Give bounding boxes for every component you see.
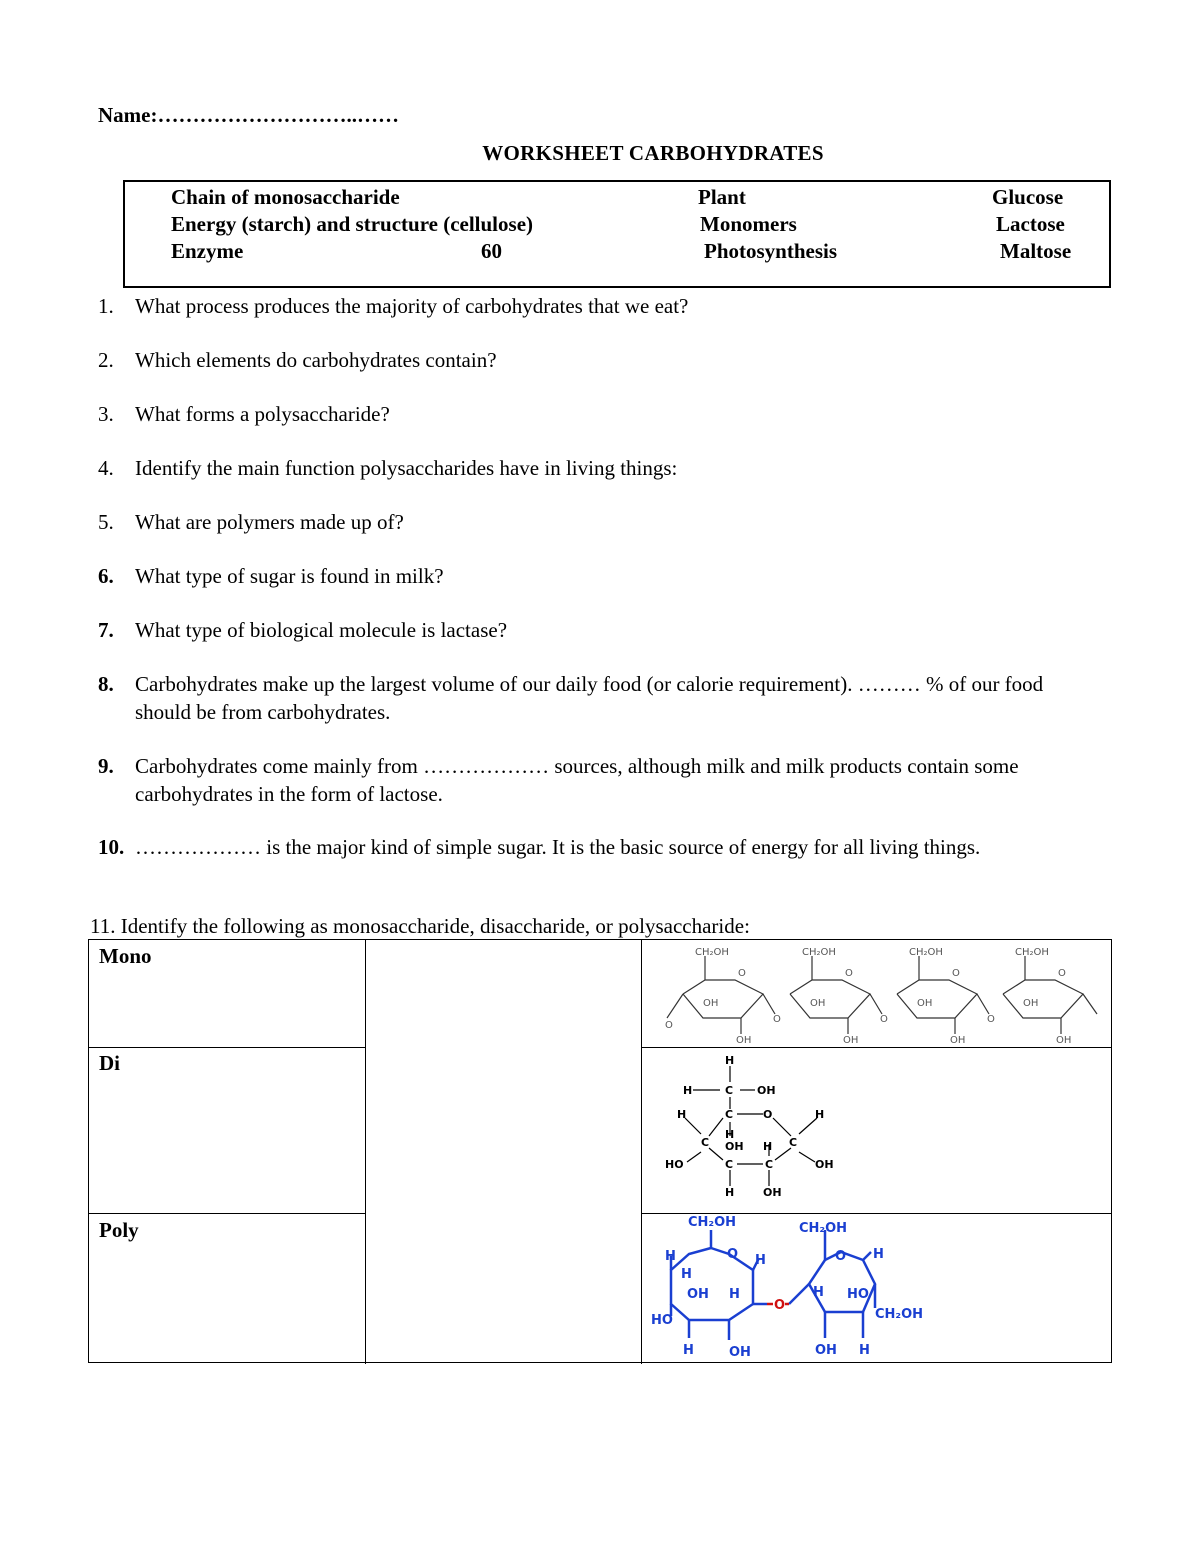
carbon-label: C	[725, 1158, 734, 1171]
question-11: 11. Identify the following as monosaccharide, disaccharide, or polysaccharide:	[90, 914, 750, 938]
question-text: What are polymers made up of?	[135, 510, 404, 534]
glucose-unit	[897, 956, 989, 1034]
hydroxyl-label: OH	[703, 998, 719, 1009]
disaccharide-structure	[643, 1212, 929, 1362]
worksheet-title: WORKSHEET CARBOHYDRATES	[482, 141, 824, 165]
hydrogen-label: H	[873, 1247, 884, 1262]
hydrogen-label: H	[677, 1108, 687, 1121]
hydroxyl-label: OH	[815, 1158, 834, 1171]
question-text: What process produces the majority of carbohydrates that we eat?	[135, 294, 689, 318]
word-bank-item: Photosynthesis	[704, 239, 838, 263]
grid-divider	[89, 1213, 365, 1214]
ch2oh-label: CH₂OH	[909, 947, 943, 958]
hydroxyl-label: OH	[917, 998, 933, 1009]
word-bank-item: Chain of monosaccharide	[171, 185, 400, 209]
hydrogen-label: H	[755, 1253, 766, 1268]
grid-divider	[641, 1047, 1112, 1048]
question-number: 8.	[98, 672, 114, 696]
hydroxyl-label: OH	[687, 1287, 709, 1302]
word-bank-item: Glucose	[992, 185, 1064, 209]
ch2oh-label: CH₂OH	[875, 1307, 924, 1322]
hydroxyl-label: OH	[757, 1084, 776, 1097]
question-text: What forms a polysaccharide?	[135, 402, 390, 426]
hydroxyl-label: OH	[843, 1035, 859, 1046]
word-bank-item: Energy (starch) and structure (cellulose)	[171, 212, 534, 236]
polysaccharide-chain-structure	[645, 942, 1109, 1046]
glucose-unit	[667, 956, 775, 1034]
carbon-label: C	[725, 1084, 734, 1097]
hydrogen-label: H	[813, 1285, 824, 1300]
question-number: 10.	[98, 835, 125, 859]
question-number: 1.	[98, 294, 114, 318]
hydrogen-label: H	[729, 1287, 740, 1302]
hydroxyl-label: OH	[1023, 998, 1039, 1009]
question-number: 3.	[98, 402, 114, 426]
glycosidic-oxygen-label: O	[774, 1298, 786, 1313]
hydroxyl-label: OH	[1056, 1035, 1072, 1046]
glucose-unit	[1003, 956, 1097, 1034]
question-number: 9.	[98, 754, 114, 778]
hydroxyl-label: OH	[736, 1035, 752, 1046]
hydroxyl-label: OH	[815, 1343, 837, 1358]
oxygen-label: O	[835, 1249, 847, 1264]
oxygen-label: O	[987, 1014, 995, 1025]
glucose-unit	[790, 956, 882, 1034]
hydroxyl-label: OH	[950, 1035, 966, 1046]
hydrogen-label: H	[763, 1140, 773, 1153]
question-text: Which elements do carbohydrates contain?	[135, 348, 497, 372]
carbon-label: C	[701, 1136, 710, 1149]
word-bank-item: Lactose	[996, 212, 1065, 236]
question-text: What type of sugar is found in milk?	[135, 564, 444, 588]
hydroxyl-label: OH	[810, 998, 826, 1009]
oxygen-label: O	[952, 968, 960, 979]
hydroxyl-label: OH	[725, 1140, 744, 1153]
word-bank-item: Monomers	[700, 212, 797, 236]
hydroxyl-label: OH	[763, 1186, 782, 1199]
question-text: What type of biological molecule is lactase?	[135, 618, 508, 642]
oxygen-label: O	[727, 1247, 739, 1262]
hydrogen-label: H	[815, 1108, 825, 1121]
name-field-label: Name:………………………..……	[98, 103, 399, 127]
label-mono: Mono	[99, 944, 152, 968]
oxygen-label: O	[738, 968, 746, 979]
oxygen-label: O	[773, 1014, 781, 1025]
hydroxyl-label: HO	[665, 1158, 684, 1171]
label-poly: Poly	[99, 1218, 139, 1242]
question-text: ……………… is the major kind of simple sugar. It is the basic source of energy for all living things.	[135, 835, 981, 859]
hydrogen-label: H	[681, 1267, 692, 1282]
word-bank-item: 60	[481, 239, 502, 263]
word-bank-item: Enzyme	[171, 239, 244, 263]
oxygen-label: O	[665, 1020, 673, 1031]
oxygen-label: O	[763, 1108, 773, 1121]
question-number: 2.	[98, 348, 114, 372]
hydrogen-label: H	[725, 1054, 735, 1067]
hydrogen-label: H	[683, 1084, 693, 1097]
word-bank	[123, 180, 1111, 288]
question-number: 6.	[98, 564, 114, 588]
grid-divider	[89, 1047, 365, 1048]
grid-divider	[365, 940, 366, 1364]
ch2oh-label: CH₂OH	[1015, 947, 1049, 958]
oxygen-label: O	[845, 968, 853, 979]
question-number: 5.	[98, 510, 114, 534]
question-number: 7.	[98, 618, 114, 642]
ch2oh-label: CH₂OH	[688, 1215, 737, 1230]
hydroxyl-label: HO	[651, 1313, 673, 1328]
hydrogen-label: H	[725, 1128, 735, 1141]
hydroxyl-label: HO	[847, 1287, 869, 1302]
ch2oh-label: CH₂OH	[799, 1221, 848, 1236]
word-bank-item: Maltose	[1000, 239, 1072, 263]
ch2oh-label: CH₂OH	[695, 947, 729, 958]
question-text: Carbohydrates come mainly from ……………… sources, although milk and milk products contain some carbohydrates in the form of lactose.	[135, 754, 1019, 806]
carbon-label: C	[765, 1158, 774, 1171]
ch2oh-label: CH₂OH	[802, 947, 836, 958]
label-di: Di	[99, 1051, 120, 1075]
hydroxyl-label: OH	[729, 1345, 751, 1360]
word-bank-item: Plant	[698, 185, 746, 209]
question-text: Carbohydrates make up the largest volume of our daily food (or calorie requirement). ……… % of our food should be from carbohydrates.	[135, 672, 1044, 724]
glucose-structure	[655, 1052, 855, 1202]
grid-divider	[641, 940, 642, 1364]
hydrogen-label: H	[665, 1249, 676, 1264]
carbon-label: C	[789, 1136, 798, 1149]
oxygen-label: O	[880, 1014, 888, 1025]
carbon-label: C	[725, 1108, 734, 1121]
hydrogen-label: H	[859, 1343, 870, 1358]
question-number: 4.	[98, 456, 114, 480]
oxygen-label: O	[1058, 968, 1066, 979]
hydrogen-label: H	[683, 1343, 694, 1358]
hydrogen-label: H	[725, 1186, 735, 1199]
question-text: Identify the main function polysaccharides have in living things:	[135, 456, 678, 480]
